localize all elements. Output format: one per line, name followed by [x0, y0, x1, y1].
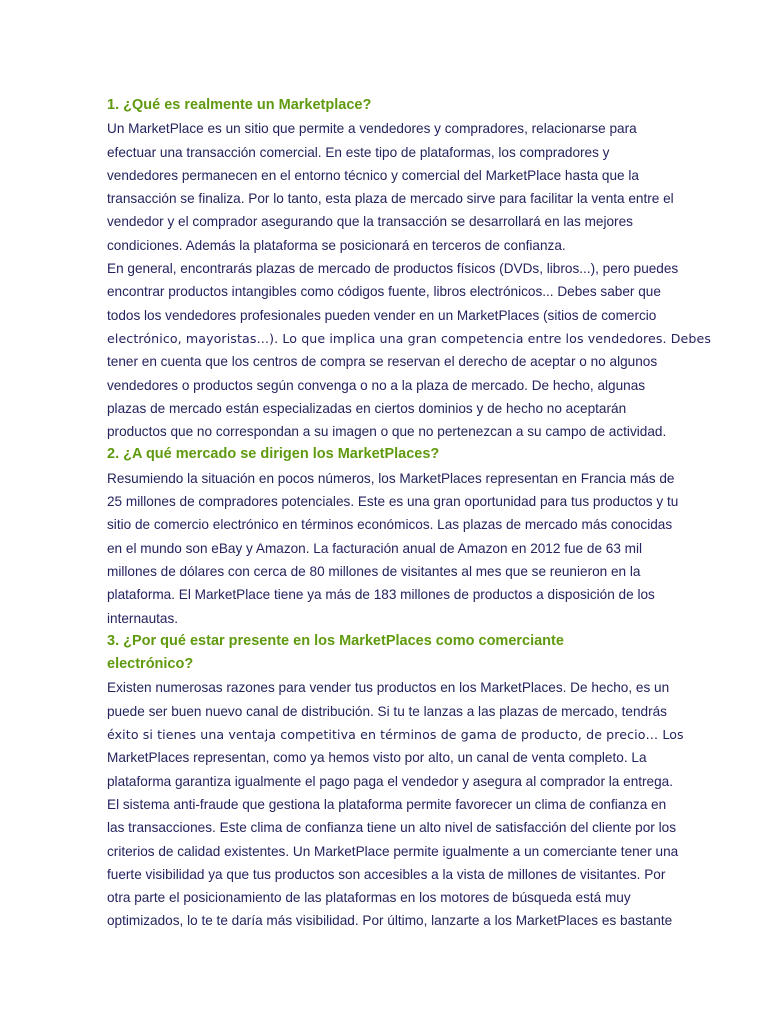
section-1-heading: 1. ¿Qué es realmente un Marketplace?	[107, 97, 372, 113]
text-line: internautas.	[107, 610, 179, 626]
text-line: vendedor y el comprador asegurando que la transacción se desarrollará en las mejores	[107, 214, 633, 230]
text-line: fuerte visibilidad ya que tus productos son accesibles a la vista de millones de visitantes. Por	[107, 866, 666, 882]
text-line: En general, encontrarás plazas de mercado de productos físicos (DVDs, libros...), pero puedes	[107, 261, 679, 277]
text-line: sitio de comercio electrónico en términos económicos. Las plazas de mercado más conocidas	[107, 517, 673, 533]
section-2-heading: 2. ¿A qué mercado se dirigen los MarketPlaces?	[107, 446, 440, 463]
text-line: MarketPlaces representan, como ya hemos visto por alto, un canal de venta completo. La	[107, 750, 647, 766]
section-3-paragraph-1	[107, 676, 684, 932]
text-line: éxito si tienes una ventaja competitiva en términos de gama de producto, de precio… Los	[107, 727, 684, 743]
text-line: otra parte el posicionamiento de las plataformas en los motores de búsqueda está muy	[107, 890, 631, 906]
section-target-market	[107, 443, 679, 629]
text-line: millones de dólares con cerca de 80 millones de visitantes al mes que se reunieron en la	[107, 563, 641, 579]
text-line: electrónico, mayoristas…). Lo que implica una gran competencia entre los vendedores. Debes	[107, 330, 712, 346]
text-line: plataforma garantiza igualmente el pago paga el vendedor y asegura al comprador la entrega.	[107, 773, 674, 789]
text-line: Resumiendo la situación en pocos números, los MarketPlaces representan en Francia más de	[107, 470, 675, 486]
text-line: criterios de calidad existentes. Un MarketPlace permite igualmente a un comerciante tener una	[107, 843, 679, 859]
text-line: 25 millones de compradores potenciales. Este es una gran oportunidad para tus productos y tu	[107, 494, 679, 510]
text-line: encontrar productos intangibles como códigos fuente, libros electrónicos... Debes saber que	[107, 284, 661, 300]
text-line: plazas de mercado están especializadas en ciertos dominios y de hecho no aceptarán	[107, 400, 627, 416]
text-line: Existen numerosas razones para vender tus productos en los MarketPlaces. De hecho, es un	[107, 680, 670, 696]
heading-line: 3. ¿Por qué estar presente en los MarketPlaces como comerciante	[107, 632, 564, 649]
document-page	[107, 94, 712, 933]
text-line: puede ser buen nuevo canal de distribución. Si tu te lanzas a las plazas de mercado, tendrás	[107, 703, 667, 719]
text-line: plataforma. El MarketPlace tiene ya más de 183 millones de productos a disposición de los	[107, 587, 655, 603]
text-line: vendedores o productos según convenga o no a la plaza de mercado. De hecho, algunas	[107, 377, 646, 393]
text-line: El sistema anti-fraude que gestiona la plataforma permite favorecer un clima de confianza en	[107, 796, 667, 812]
text-line: todos los vendedores profesionales pueden vender en un MarketPlaces (sitios de comercio	[107, 307, 657, 323]
section-1-paragraph-2	[107, 257, 712, 443]
text-line: optimizados, lo te te daría más visibilidad. Por último, lanzarte a los MarketPlaces es bastante	[107, 913, 673, 929]
text-line: transacción se finaliza. Por lo tanto, esta plaza de mercado sirve para facilitar la venta entre el	[107, 191, 674, 207]
section-3-heading	[107, 630, 667, 677]
text-line: condiciones. Además la plataforma se posicionará en terceros de confianza.	[107, 237, 566, 253]
text-line: tener en cuenta que los centros de compra se reservan el derecho de aceptar o no algunos	[107, 354, 658, 370]
section-1-paragraph-1	[107, 117, 674, 257]
text-line: productos que no correspondan a su imagen o que no pertenezcan a su campo de actividad.	[107, 424, 667, 440]
text-line: las transacciones. Este clima de confianza tiene un alto nivel de satisfacción del cliente por los	[107, 820, 676, 836]
section-2-paragraph-1	[107, 467, 679, 630]
text-line: en el mundo son eBay y Amazon. La facturación anual de Amazon en 2012 fue de 63 mil	[107, 540, 643, 556]
text-line: efectuar una transacción comercial. En este tipo de plataformas, los compradores y	[107, 144, 610, 160]
text-line: vendedores permanecen en el entorno técnico y comercial del MarketPlace hasta que la	[107, 167, 639, 183]
section-why-be-present	[107, 630, 684, 933]
heading-line: electrónico?	[107, 656, 194, 673]
section-what-is-marketplace	[107, 94, 712, 443]
text-line: Un MarketPlace es un sitio que permite a vendedores y compradores, relacionarse para	[107, 121, 637, 137]
